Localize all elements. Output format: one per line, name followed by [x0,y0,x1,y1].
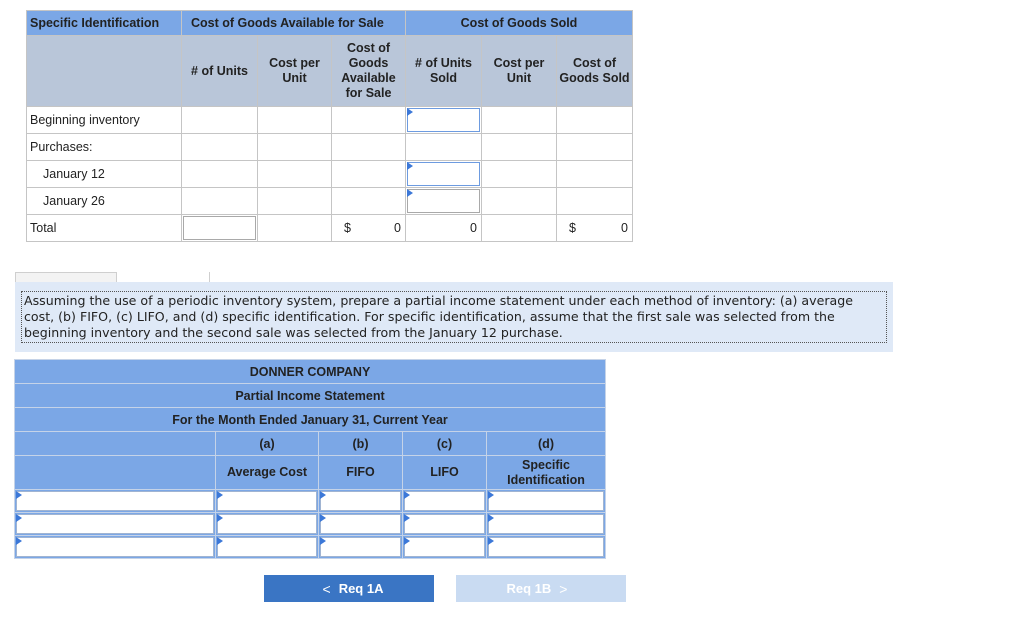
group-header-available: Cost of Goods Available for Sale [182,11,406,36]
next-req-button[interactable] [456,575,626,602]
col-header-cost-per-unit: Cost per Unit [258,36,332,107]
method-letter-a: (a) [216,432,319,456]
specific-identification-table [26,10,633,242]
method-lifo: LIFO [403,456,487,490]
lifo-input[interactable] [403,536,487,559]
line-item-dropdown[interactable] [15,513,216,536]
total-cogs-value: 0 [621,221,628,235]
lifo-input[interactable] [403,513,487,536]
jan12-units-sold-input[interactable] [406,161,482,188]
fifo-input[interactable] [319,513,403,536]
blank-header-cell [27,36,182,107]
method-letter-b: (b) [319,432,403,456]
chevron-right-icon: > [559,580,568,597]
total-units-input[interactable] [182,215,258,242]
income-statement-table [14,359,606,559]
method-average-cost: Average Cost [216,456,319,490]
table-row [27,188,633,215]
average-cost-input[interactable] [216,513,319,536]
total-cogafs-value: 0 [394,221,401,235]
currency-symbol: $ [569,221,576,235]
company-name: DONNER COMPANY [15,360,606,384]
col-header-units-sold: # of Units Sold [406,36,482,107]
col-header-units: # of Units [182,36,258,107]
currency-symbol: $ [344,221,351,235]
lifo-input[interactable] [403,490,487,513]
group-header-sold: Cost of Goods Sold [406,11,633,36]
specific-identification-input[interactable] [487,536,606,559]
fifo-input[interactable] [319,490,403,513]
col-header-cogs: Cost of Goods Sold [557,36,633,107]
method-letter-d: (d) [487,432,606,456]
table-row [15,490,606,513]
table-row [27,107,633,134]
specific-identification-input[interactable] [487,490,606,513]
average-cost-input[interactable] [216,536,319,559]
beginning-units-sold-input[interactable] [406,107,482,134]
prev-req-button[interactable] [264,575,434,602]
next-req-label: Req 1B [506,581,552,596]
specific-identification-input[interactable] [487,513,606,536]
row-label-purchases: Purchases: [27,134,182,161]
table-title: Specific Identification [27,11,182,36]
total-cogs-cell [557,215,633,242]
table-row [15,513,606,536]
statement-period: For the Month Ended January 31, Current Year [15,408,606,432]
total-cogafs-cell [332,215,406,242]
tab-divider [209,272,210,282]
table-row [27,161,633,188]
table-row [27,134,633,161]
chevron-left-icon: < [322,580,331,597]
instructions-panel [15,282,893,352]
jan26-units-sold-input[interactable] [406,188,482,215]
method-specific-identification: Specific Identification [487,456,606,490]
fifo-input[interactable] [319,536,403,559]
average-cost-input[interactable] [216,490,319,513]
col-header-cogafs: Cost of Goods Available for Sale [332,36,406,107]
line-item-dropdown[interactable] [15,536,216,559]
instructions-text: Assuming the use of a periodic inventory system, prepare a partial income statement under each method of inventory: (a) average cost, (b) FIFO, (c) LIFO, and (d) specific identification. For specific identification, assume that the first sale was selected from the beginning inventory and the second sale was selected from the January 12 purchase. [21,291,887,343]
statement-title: Partial Income Statement [15,384,606,408]
line-item-dropdown[interactable] [15,490,216,513]
prev-req-label: Req 1A [338,581,384,596]
row-label-january-12: January 12 [27,161,182,188]
table-row [15,536,606,559]
method-fifo: FIFO [319,456,403,490]
total-units-sold-value: 0 [406,215,482,242]
method-letter-c: (c) [403,432,487,456]
row-label-total: Total [27,215,182,242]
row-label-january-26: January 26 [27,188,182,215]
table-row-total [27,215,633,242]
col-header-cost-per-unit-sold: Cost per Unit [482,36,557,107]
row-label-beginning-inventory: Beginning inventory [27,107,182,134]
